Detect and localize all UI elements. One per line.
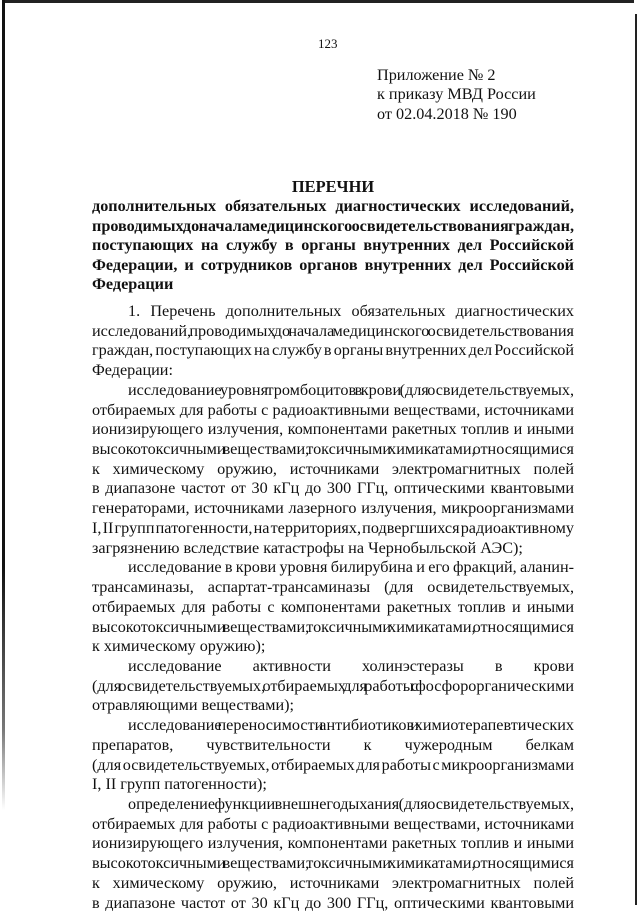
body-text-line: отбираемых для работы с радиоактивными веществами, источниками bbox=[92, 400, 574, 419]
document-body bbox=[92, 302, 574, 913]
body-text-line: исследование активности холинэстеразы в крови bbox=[128, 656, 574, 675]
scan-border-top bbox=[2, 0, 634, 3]
body-text-line: отравляющими веществами); bbox=[92, 696, 295, 715]
body-text-line: к химическому оружию, источниками электромагнитных полей bbox=[92, 873, 574, 892]
body-text-line: I, II групп патогенности); bbox=[92, 775, 267, 794]
body-text-line: к химическому оружию); bbox=[92, 637, 266, 656]
body-text-line: I, II групп патогенности, на территориях, подвергшихся радиоактивному bbox=[92, 518, 574, 537]
body-text-line: граждан, поступающих на службу в органы внутренних дел Российской bbox=[92, 341, 574, 360]
body-text-line: исследование в крови уровня билирубина и его фракций, аланин- bbox=[128, 558, 574, 577]
subtitle-line: Федерации, и сотрудников органов внутренних дел Российской bbox=[92, 255, 574, 274]
subtitle-line: дополнительных обязательных диагностических исследований, bbox=[92, 197, 574, 215]
body-text-line: в диапазоне частот от 30 кГц до 300 ГГц, оптическими квантовыми bbox=[92, 893, 574, 912]
body-text-line: трансаминазы, аспартат-трансаминазы (для освидетельствуемых, bbox=[92, 578, 574, 597]
body-text-line: ионизирующего излучения, компонентами ракетных топлив и иными bbox=[92, 420, 574, 439]
appendix-date: от 02.04.2018 № 190 bbox=[377, 104, 517, 123]
body-text-line: высокотоксичными веществами, токсичными химикатами, относящимися bbox=[92, 617, 574, 636]
page-number: 123 bbox=[318, 36, 338, 51]
body-text-line: ионизирующего излучения, компонентами ракетных топлив и иными bbox=[92, 834, 574, 853]
body-text-line: высокотоксичными веществами, токсичными химикатами, относящимися bbox=[92, 854, 574, 873]
body-text-line: (для освидетельствуемых, отбираемых для работы с фосфорорганическими bbox=[92, 676, 574, 695]
body-text-line: отбираемых для работы с компонентами ракетных топлив и иными bbox=[92, 597, 574, 616]
subtitle-line: поступающих на службу в органы внутренних дел Российской bbox=[92, 236, 574, 254]
body-text-line: высокотоксичными веществами, токсичными химикатами, относящимися bbox=[92, 440, 574, 459]
scan-border-left bbox=[2, 0, 5, 810]
body-text-line: (для освидетельствуемых, отбираемых для работы с микроорганизмами bbox=[92, 755, 574, 774]
body-text-line: загрязнению вследствие катастрофы на Чернобыльской АЭС); bbox=[92, 538, 523, 557]
body-text-line: препаратов, чувствительности к чужеродным белкам bbox=[92, 735, 574, 754]
body-text-line: 1. Перечень дополнительных обязательных диагностических bbox=[128, 302, 574, 320]
subtitle-line: Федерации bbox=[92, 275, 174, 293]
document-title: ПЕРЕЧНИ bbox=[291, 177, 375, 196]
appendix-reference bbox=[377, 66, 536, 124]
body-text-line: исследование переносимости антибиотиков и химиотерапевтических bbox=[128, 716, 574, 735]
appendix-order: к приказу МВД России bbox=[377, 85, 536, 104]
body-text-line: генераторами, источниками лазерного излучения, микроорганизмами bbox=[92, 499, 574, 518]
subtitle-line: проводимых до начала медицинского освидетельствования граждан, bbox=[92, 216, 574, 235]
body-text-line: определение функции внешнего дыхания (для освидетельствуемых, bbox=[128, 794, 574, 813]
body-text-line: в диапазоне частот от 30 кГц до 300 ГГц, оптическими квантовыми bbox=[92, 479, 574, 498]
body-text-line: Федерации: bbox=[92, 361, 173, 380]
body-text-line: исследование уровня тромбоцитов в крови (для освидетельствуемых, bbox=[128, 380, 574, 399]
document-subtitle bbox=[92, 197, 574, 295]
appendix-number: Приложение № 2 bbox=[377, 66, 496, 84]
body-text-line: к химическому оружию, источниками электромагнитных полей bbox=[92, 459, 574, 478]
scan-border-right bbox=[635, 14, 637, 905]
body-text-line: исследований, проводимых до начала медицинского освидетельствования bbox=[92, 321, 574, 340]
body-text-line: отбираемых для работы с радиоактивными веществами, источниками bbox=[92, 814, 574, 833]
